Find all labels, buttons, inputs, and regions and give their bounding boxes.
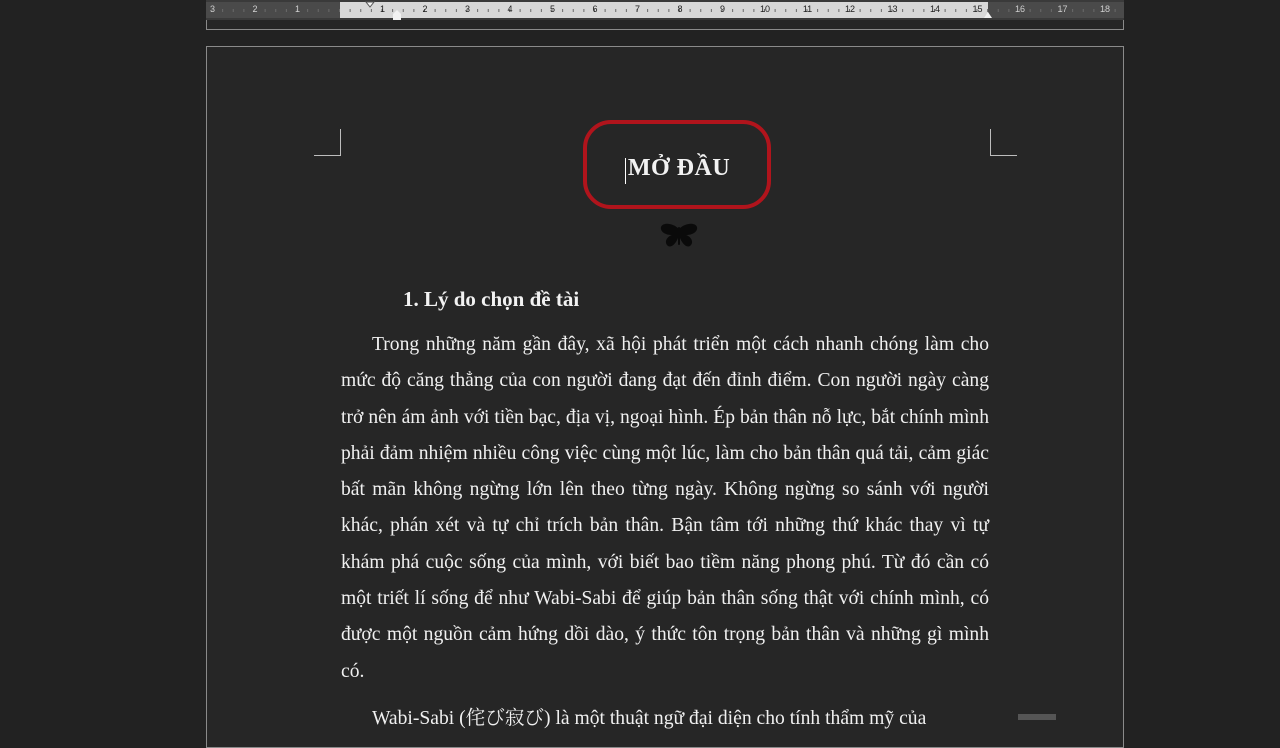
ruler-label: 8 <box>677 4 683 14</box>
ruler-label: 3 <box>209 4 216 14</box>
previous-page-edge <box>206 20 1124 30</box>
document-title[interactable]: MỞ ĐẦU <box>627 155 731 181</box>
scrollbar-thumb[interactable] <box>1018 714 1056 720</box>
first-line-indent-marker <box>366 2 374 7</box>
hanging-indent-marker <box>393 10 401 14</box>
ruler-label: 14 <box>929 4 941 14</box>
ruler-label: 1 <box>294 4 301 14</box>
body-paragraph-next[interactable]: Wabi-Sabi (侘び寂び) là một thuật ngữ đại diện cho tính thẩm mỹ của <box>372 708 927 729</box>
ruler-label: 15 <box>972 4 983 14</box>
ruler-scale <box>206 0 1124 20</box>
text-cursor <box>625 158 626 184</box>
margin-corner-top-left <box>314 129 341 156</box>
ruler-label: 11 <box>802 4 813 14</box>
ruler-label: 9 <box>719 4 726 14</box>
ruler-label: 16 <box>1014 4 1026 14</box>
body-paragraph[interactable]: Trong những năm gần đây, xã hội phát triển một cách nhanh chóng làm cho mức độ căng thẳng của con người đang đạt đến đỉnh điểm. Con người ngày càng trở nên ám ảnh với tiền bạc, địa vị, ngoại hình. Ép bản thân nỗ lực, bắt chính mình phải đảm nhiệm nhiều công việc cùng một lúc, làm cho bản thân quá tải, cảm giác bất mãn không ngừng lớn lên theo từng ngày. Không ngừng so sánh với người khác, phán xét và tự chỉ trích bản thân. Bận tâm tới những thứ khác thay vì tự khám phá cuộc sống của mình, với biết bao tiềm năng phong phú. Từ đó cần có một triết lí sống để như Wabi-Sabi để giúp bản thân sống thật với chính mình, có được một nguồn cảm hứng dồi dào, ý thức tôn trọng bản thân và những gì mình có. <box>341 334 989 682</box>
ruler-label: 3 <box>464 4 471 14</box>
ruler-label: 10 <box>759 4 771 14</box>
ruler-label: 1 <box>379 4 386 14</box>
section-heading[interactable]: 1. Lý do chọn đề tài <box>403 287 580 311</box>
ruler-label: 18 <box>1099 4 1111 14</box>
ruler-label: 6 <box>592 4 598 14</box>
horizontal-ruler[interactable] <box>206 0 1124 21</box>
ruler-label: 17 <box>1057 4 1068 14</box>
ruler-label: 7 <box>634 4 641 14</box>
ruler-label: 5 <box>549 4 556 14</box>
ruler-label: 12 <box>844 4 856 14</box>
ruler-label: 4 <box>507 4 513 14</box>
margin-corner-top-right <box>990 129 1017 156</box>
right-indent-marker <box>984 12 992 18</box>
ruler-label: 2 <box>252 4 258 14</box>
ruler-label: 13 <box>887 4 898 14</box>
ruler-label: 2 <box>422 4 428 14</box>
butterfly-icon <box>659 223 699 249</box>
document-page[interactable] <box>206 46 1124 748</box>
